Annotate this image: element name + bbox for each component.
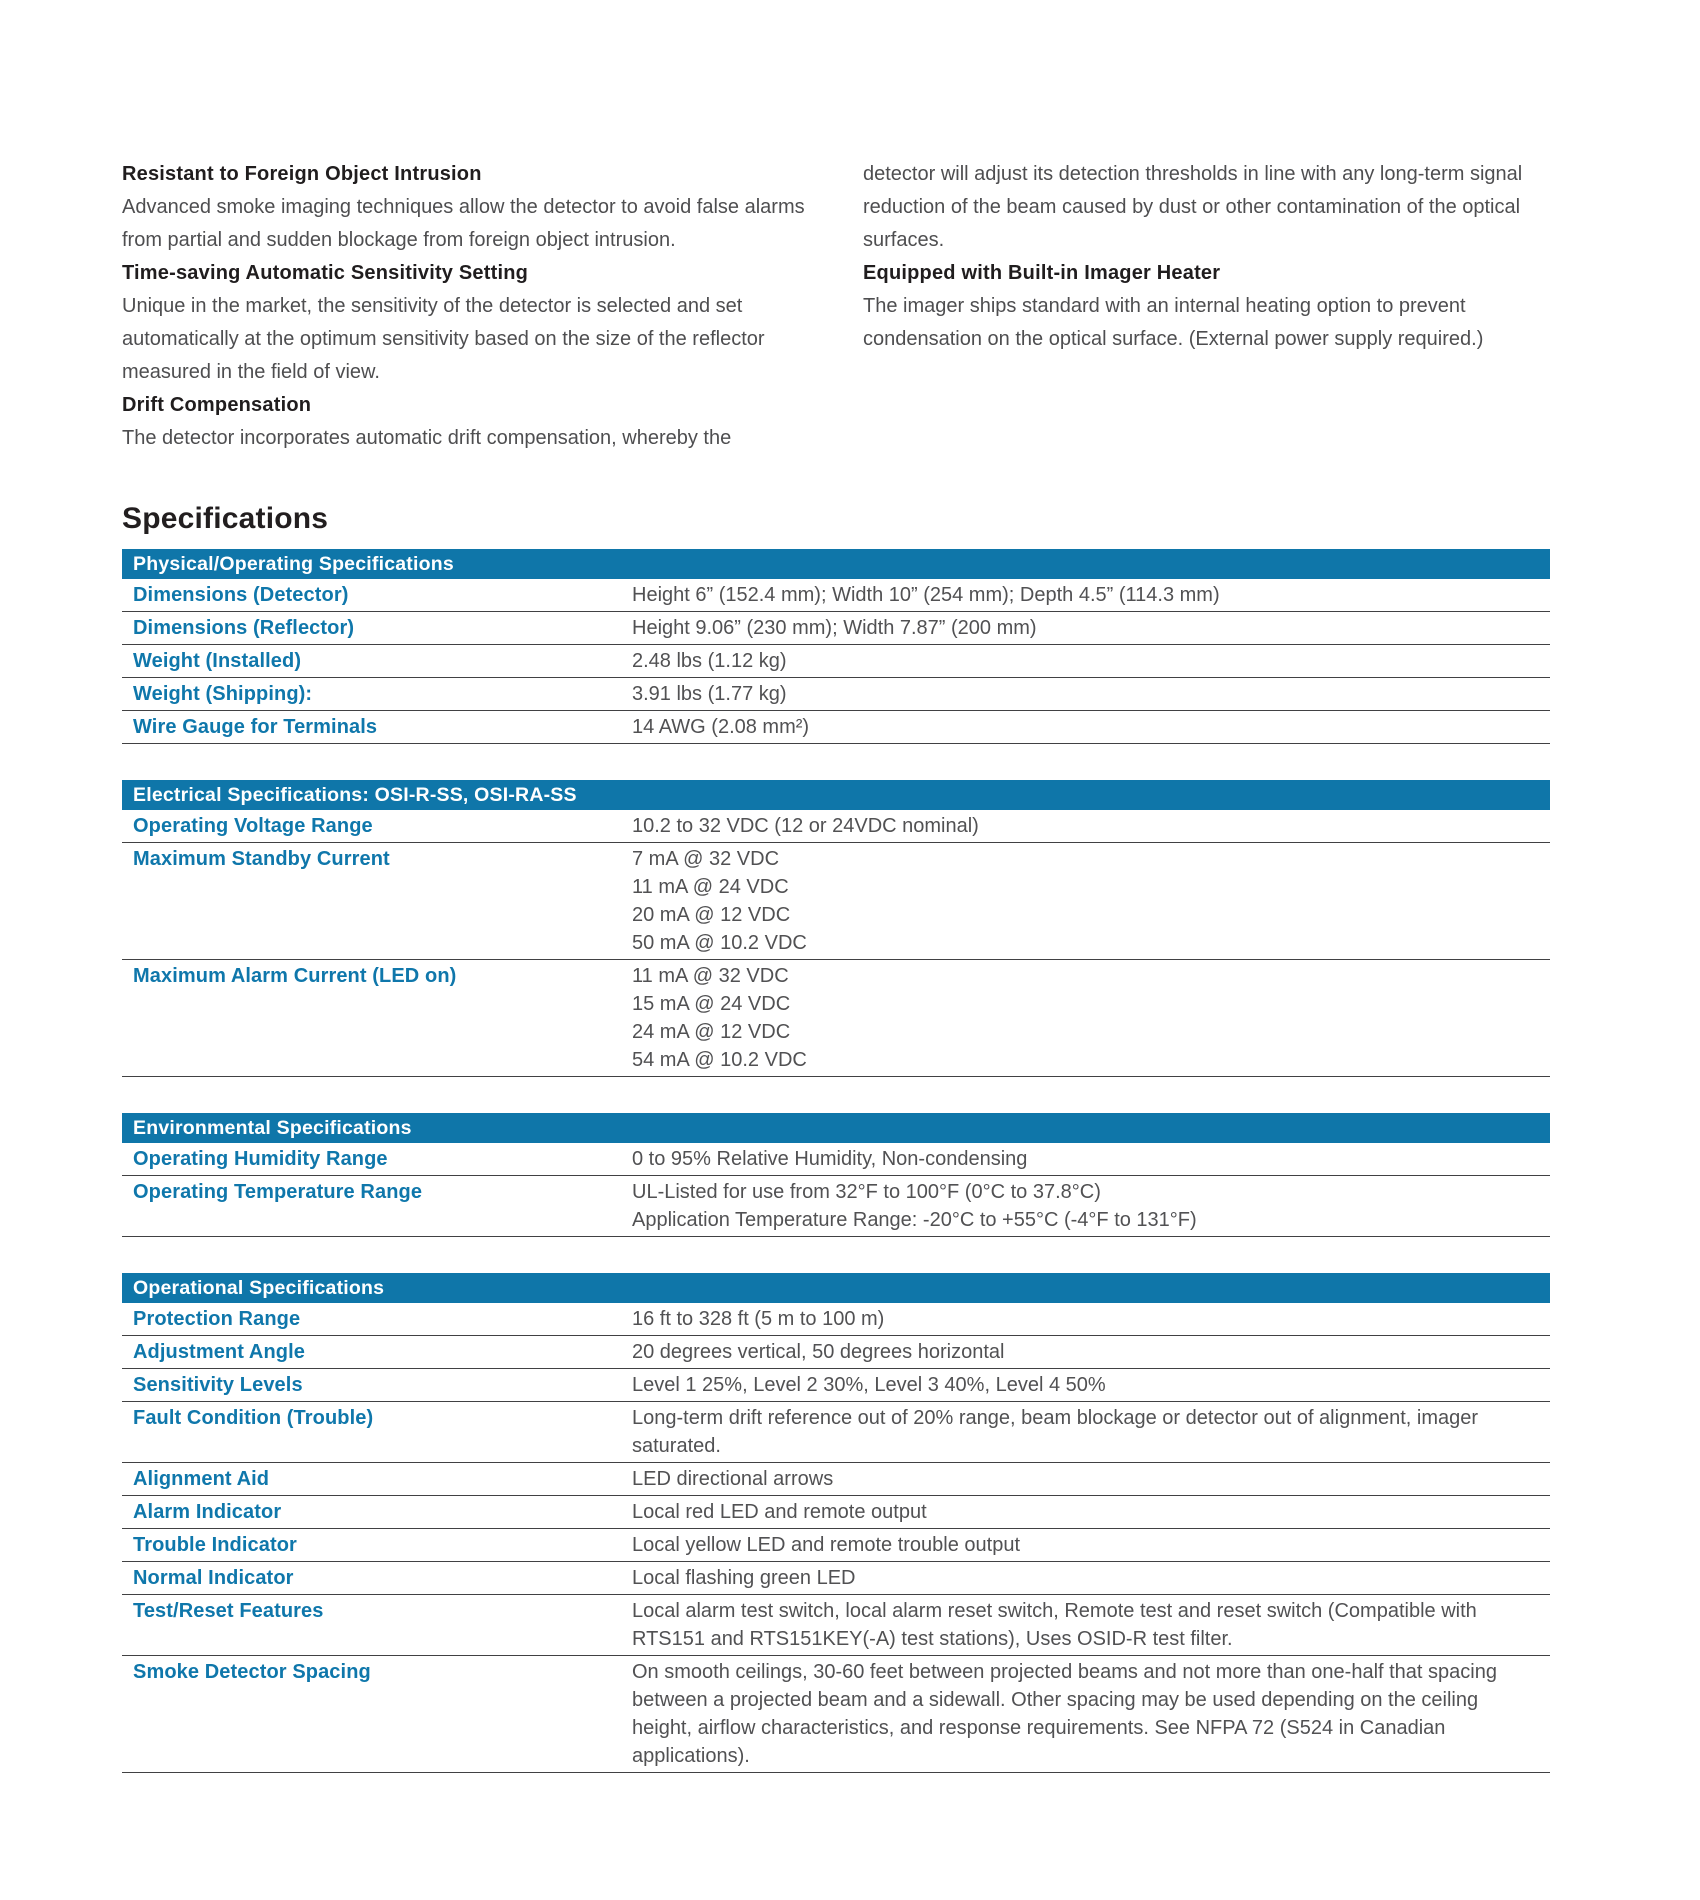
spec-row-value: Level 1 25%, Level 2 30%, Level 3 40%, Level 4 50% (632, 1374, 1106, 1396)
spec-row-label: Maximum Standby Current (133, 848, 390, 870)
feature-paragraph: detector will adjust its detection thresholds in line with any long-term signal reduction of the beam caused by dust or other contamination of the optical surfaces. (863, 163, 1523, 251)
spec-table (122, 549, 1550, 744)
spec-row-label: Smoke Detector Spacing (133, 1661, 371, 1683)
feature-paragraph: The imager ships standard with an internal heating option to prevent condensation on the optical surface. (External power supply required.) (863, 295, 1484, 350)
spec-row-label: Maximum Alarm Current (LED on) (133, 965, 457, 987)
feature-heading: Equipped with Built-in Imager Heater (863, 262, 1221, 284)
spec-row-label: Operating Voltage Range (133, 815, 373, 837)
spec-row (122, 1143, 1550, 1176)
feature-paragraph: Unique in the market, the sensitivity of the detector is selected and set automatically at the optimum sensitivity based on the size of the reflector measured in the field of view. (122, 295, 765, 383)
spec-row (122, 1656, 1550, 1773)
spec-row (122, 843, 1550, 960)
spec-row-label: Protection Range (133, 1308, 301, 1330)
spec-row-label: Fault Condition (Trouble) (133, 1407, 374, 1429)
intro-right-column (863, 158, 1550, 455)
spec-row (122, 711, 1550, 744)
spec-value-line: UL-Listed for use from 32°F to 100°F (0°C to 37.8°C) (632, 1181, 1101, 1203)
spec-row (122, 1562, 1550, 1595)
spec-row-label: Alignment Aid (133, 1468, 270, 1490)
spec-row-value: Local red LED and remote output (632, 1501, 927, 1523)
spec-row-label: Operating Temperature Range (133, 1181, 423, 1203)
spec-row-value: 2.48 lbs (1.12 kg) (632, 650, 787, 672)
spec-value-line: 54 mA @ 10.2 VDC (632, 1049, 807, 1071)
spec-row-value (632, 1178, 1550, 1234)
spec-value-line: 11 mA @ 24 VDC (632, 876, 789, 898)
spec-row-value: Height 9.06” (230 mm); Width 7.87” (200 mm) (632, 617, 1037, 639)
spec-table (122, 780, 1550, 1077)
spec-row-label: Adjustment Angle (133, 1341, 305, 1363)
intro-left-column (122, 158, 809, 455)
spec-value-line: 24 mA @ 12 VDC (632, 1021, 791, 1043)
spec-row (122, 1529, 1550, 1562)
table-header-bar: Electrical Specifications: OSI-R-SS, OSI-RA-SS (122, 780, 1550, 810)
spec-row-label: Weight (Shipping): (133, 683, 313, 705)
spec-row (122, 810, 1550, 843)
spec-value-line: 50 mA @ 10.2 VDC (632, 932, 807, 954)
spec-value-line: 7 mA @ 32 VDC (632, 848, 780, 870)
feature-heading: Drift Compensation (122, 394, 312, 416)
feature-heading: Resistant to Foreign Object Intrusion (122, 163, 482, 185)
spec-row (122, 678, 1550, 711)
spec-row-label: Dimensions (Reflector) (133, 617, 355, 639)
spec-row-value (632, 962, 1550, 1074)
feature-intro-columns (122, 158, 1550, 455)
spec-row-value: LED directional arrows (632, 1468, 834, 1490)
spec-row (122, 960, 1550, 1077)
specifications-title: Specifications (122, 502, 329, 535)
table-header-bar: Operational Specifications (122, 1273, 1550, 1303)
spec-row-label: Normal Indicator (133, 1567, 294, 1589)
spec-row-label: Wire Gauge for Terminals (133, 716, 378, 738)
spec-row-label: Dimensions (Detector) (133, 584, 349, 606)
feature-paragraph: The detector incorporates automatic drift compensation, whereby the (122, 427, 732, 449)
spec-row-label: Weight (Installed) (133, 650, 302, 672)
spec-row (122, 1402, 1550, 1463)
spec-value-line: 20 mA @ 12 VDC (632, 904, 791, 926)
spec-row (122, 612, 1550, 645)
spec-tables-container (122, 549, 1550, 1773)
spec-row-value: Local alarm test switch, local alarm reset switch, Remote test and reset switch (Compatible with RTS151 and RTS151KEY(-A) test stations), Uses OSID-R test filter. (632, 1600, 1477, 1650)
spec-row-label: Alarm Indicator (133, 1501, 282, 1523)
spec-row-label: Trouble Indicator (133, 1534, 297, 1556)
spec-row (122, 1463, 1550, 1496)
spec-row-value: 16 ft to 328 ft (5 m to 100 m) (632, 1308, 885, 1330)
spec-row-value (632, 845, 1550, 957)
spec-row (122, 1176, 1550, 1237)
spec-row-value: Height 6” (152.4 mm); Width 10” (254 mm); Depth 4.5” (114.3 mm) (632, 584, 1220, 606)
spec-table (122, 1273, 1550, 1773)
spec-row (122, 1336, 1550, 1369)
spec-row-value: Local yellow LED and remote trouble output (632, 1534, 1021, 1556)
datasheet-page (122, 158, 1550, 1773)
spec-table (122, 1113, 1550, 1237)
spec-row-value: 14 AWG (2.08 mm²) (632, 716, 810, 738)
spec-value-line: 15 mA @ 24 VDC (632, 993, 791, 1015)
spec-row (122, 1303, 1550, 1336)
spec-row-value: 3.91 lbs (1.77 kg) (632, 683, 787, 705)
spec-row-label: Operating Humidity Range (133, 1148, 388, 1170)
spec-row-value: Long-term drift reference out of 20% range, beam blockage or detector out of alignment, imager saturated. (632, 1407, 1479, 1457)
spec-row-value: Local flashing green LED (632, 1567, 856, 1589)
spec-row-label: Sensitivity Levels (133, 1374, 303, 1396)
table-header-bar: Environmental Specifications (122, 1113, 1550, 1143)
spec-row (122, 579, 1550, 612)
feature-paragraph: Advanced smoke imaging techniques allow the detector to avoid false alarms from partial and sudden blockage from foreign object intrusion. (122, 196, 805, 251)
spec-row-value: On smooth ceilings, 30-60 feet between projected beams and not more than one-half that spacing between a projected beam and a sidewall. Other spacing may be used depending on the ceiling height, airflow characteristics, and response requirements. See NFPA 72 (S524 in Canadian applications). (632, 1661, 1497, 1767)
spec-value-line: 11 mA @ 32 VDC (632, 965, 789, 987)
spec-row (122, 645, 1550, 678)
spec-row-value: 20 degrees vertical, 50 degrees horizontal (632, 1341, 1005, 1363)
spec-row-value: 0 to 95% Relative Humidity, Non-condensing (632, 1148, 1028, 1170)
feature-heading: Time-saving Automatic Sensitivity Setting (122, 262, 529, 284)
spec-row (122, 1369, 1550, 1402)
table-header-bar: Physical/Operating Specifications (122, 549, 1550, 579)
spec-row-label: Test/Reset Features (133, 1600, 324, 1622)
spec-row (122, 1496, 1550, 1529)
spec-value-line: Application Temperature Range: -20°C to +55°C (-4°F to 131°F) (632, 1209, 1197, 1231)
spec-row-value: 10.2 to 32 VDC (12 or 24VDC nominal) (632, 815, 979, 837)
spec-row (122, 1595, 1550, 1656)
